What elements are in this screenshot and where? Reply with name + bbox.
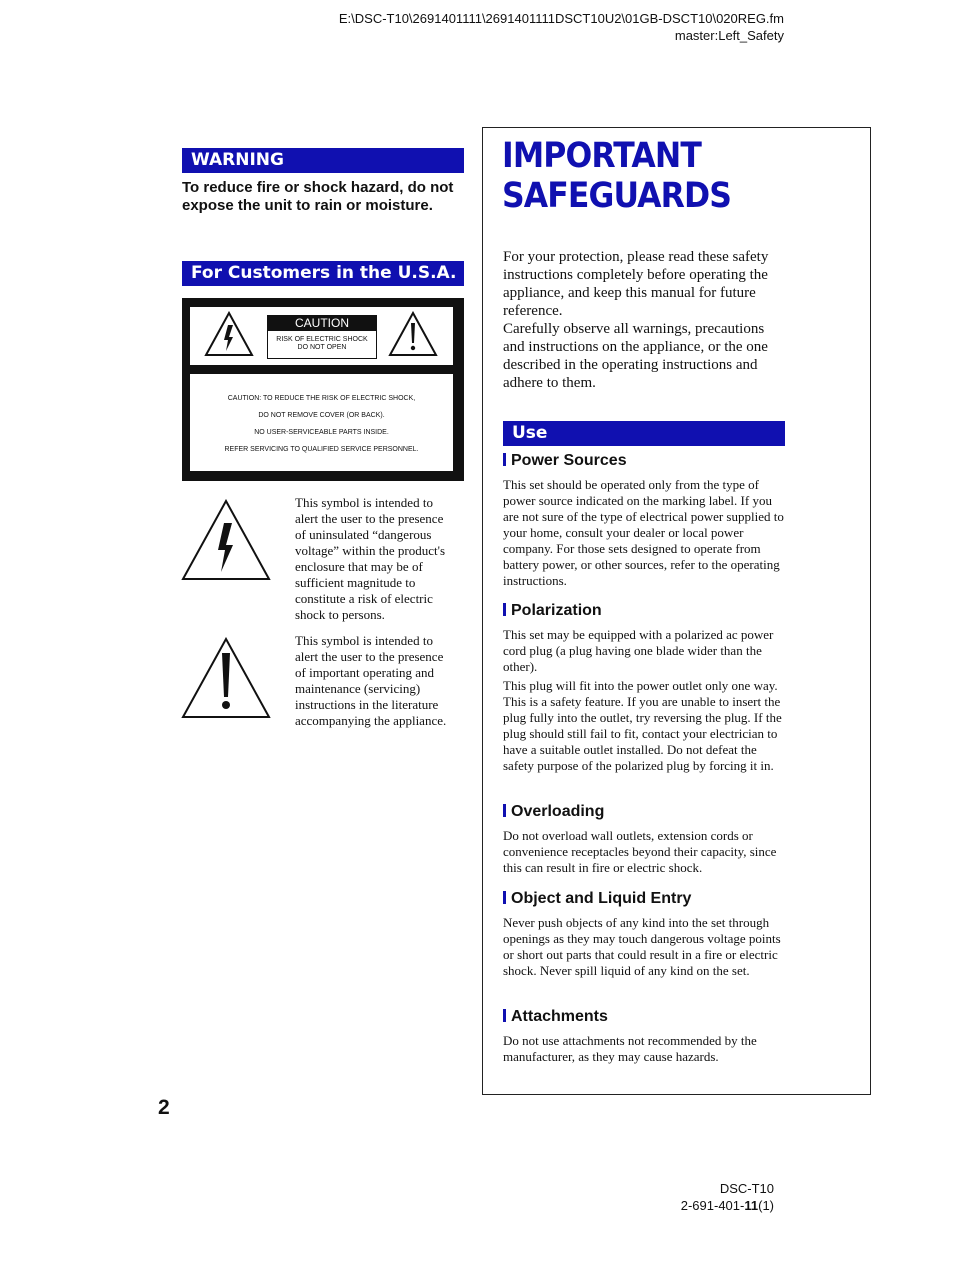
use-heading: Use xyxy=(503,421,785,446)
attachments-heading xyxy=(503,1007,608,1027)
title-line-1: IMPORTANT xyxy=(502,136,701,176)
symbol2-description: This symbol is intended to alert the user to the presence of important operating and maintenance (servicing) instructions in the literature accompanying the appliance. xyxy=(295,633,447,728)
intro-text xyxy=(503,248,785,392)
object-liquid-text: Never push objects of any kind into the set through openings as they may touch dangerous voltage points or short out parts that could result in a fire or electric shock. Never spill liquid of any kind on the set. xyxy=(503,915,781,978)
power-sources-text: This set should be operated only from the type of power source indicated on the marking label. If you are not sure of the type of electrical power supplied to your home, consult your dealer or local power company. For those sets designed to operate from battery power, or other sources, refer to the operating instructions. xyxy=(503,477,784,588)
title-line-2: SAFEGUARDS xyxy=(502,176,732,216)
polarization-title: Polarization xyxy=(511,602,602,619)
risk-line-2: DO NOT OPEN xyxy=(297,344,347,351)
risk-line-1: RISK OF ELECTRIC SHOCK xyxy=(276,336,368,343)
notice-line-4: REFER SERVICING TO QUALIFIED SERVICE PERSONNEL. xyxy=(224,446,419,453)
safeguards-title xyxy=(502,136,799,216)
attachments-title: Attachments xyxy=(511,1008,608,1025)
master-page-name: master:Left_Safety xyxy=(674,28,784,43)
overloading-text: Do not overload wall outlets, extension cords or convenience receptacles beyond their capacity, since this can result in fire or electric shock. xyxy=(503,828,777,875)
lightning-warning-icon xyxy=(204,311,254,357)
caution-label xyxy=(182,298,464,481)
power-sources-heading xyxy=(503,451,627,471)
section-marker xyxy=(503,804,506,817)
part-number-suffix: (1) xyxy=(758,1198,774,1213)
object-liquid-heading xyxy=(503,889,691,909)
caution-notice-panel xyxy=(190,374,453,471)
symbol1-description: This symbol is intended to alert the user to the presence of uninsulated “dangerous voltage” within the product's enclosure that may be of sufficient magnitude to constitute a risk of electric shock to persons. xyxy=(295,495,446,622)
part-number xyxy=(681,1197,774,1214)
section-marker xyxy=(503,1009,506,1022)
part-number-bold: 11 xyxy=(744,1198,759,1213)
caution-box xyxy=(267,315,377,359)
intro-paragraph-2: Carefully observe all warnings, precautions and instructions on the appliance, or the one described in the operating instructions and adhere to them. xyxy=(503,321,768,391)
file-path-header xyxy=(339,10,784,44)
section-marker xyxy=(503,891,506,904)
important-instructions-symbol-icon xyxy=(181,637,271,719)
warning-heading: WARNING xyxy=(182,148,464,173)
notice-line-2: DO NOT REMOVE COVER (OR BACK). xyxy=(258,412,385,419)
attachments-text: Do not use attachments not recommended by the manufacturer, as they may cause hazards. xyxy=(503,1033,757,1064)
file-path: E:\DSC-T10\2691401111\2691401111DSCT10U2\01GB-DSCT10\020REG.fm xyxy=(338,11,784,26)
dangerous-voltage-symbol-icon xyxy=(181,499,271,581)
section-marker xyxy=(503,603,506,616)
notice-line-3: NO USER-SERVICEABLE PARTS INSIDE. xyxy=(254,429,389,436)
section-marker xyxy=(503,453,506,466)
usa-heading: For Customers in the U.S.A. xyxy=(182,261,464,286)
intro-paragraph-1: For your protection, please read these safety instructions completely before operating the appliance, and keep this manual for future reference. xyxy=(503,249,769,319)
power-sources-title: Power Sources xyxy=(511,452,627,469)
caution-title: CAUTION xyxy=(268,316,376,331)
overloading-heading xyxy=(503,802,604,822)
object-liquid-title: Object and Liquid Entry xyxy=(511,890,692,907)
part-number-prefix: 2-691-401- xyxy=(680,1198,745,1213)
overloading-title: Overloading xyxy=(511,803,605,820)
polarization-text-1: This set may be equipped with a polarized ac power cord plug (a plug having one blade wider than the other). xyxy=(503,627,774,674)
footer-model-code xyxy=(681,1180,774,1214)
exclamation-warning-icon xyxy=(388,311,438,357)
notice-line-1: CAUTION: TO REDUCE THE RISK OF ELECTRIC SHOCK, xyxy=(227,395,416,402)
polarization-text-2: This plug will fit into the power outlet only one way. This is a safety feature. If you are unable to insert the plug fully into the outlet, try reversing the plug. If the plug should still fail to fit, contact your electrician to have a suitable outlet installed. Do not defeat the safety purpose of the polarized plug by forcing it in. xyxy=(503,678,782,773)
warning-text: To reduce fire or shock hazard, do not expose the unit to rain or moisture. xyxy=(182,179,454,214)
caution-top-panel xyxy=(190,307,453,365)
model-name: DSC-T10 xyxy=(719,1181,774,1196)
page-number: 2 xyxy=(158,1096,170,1119)
polarization-heading xyxy=(503,601,602,621)
